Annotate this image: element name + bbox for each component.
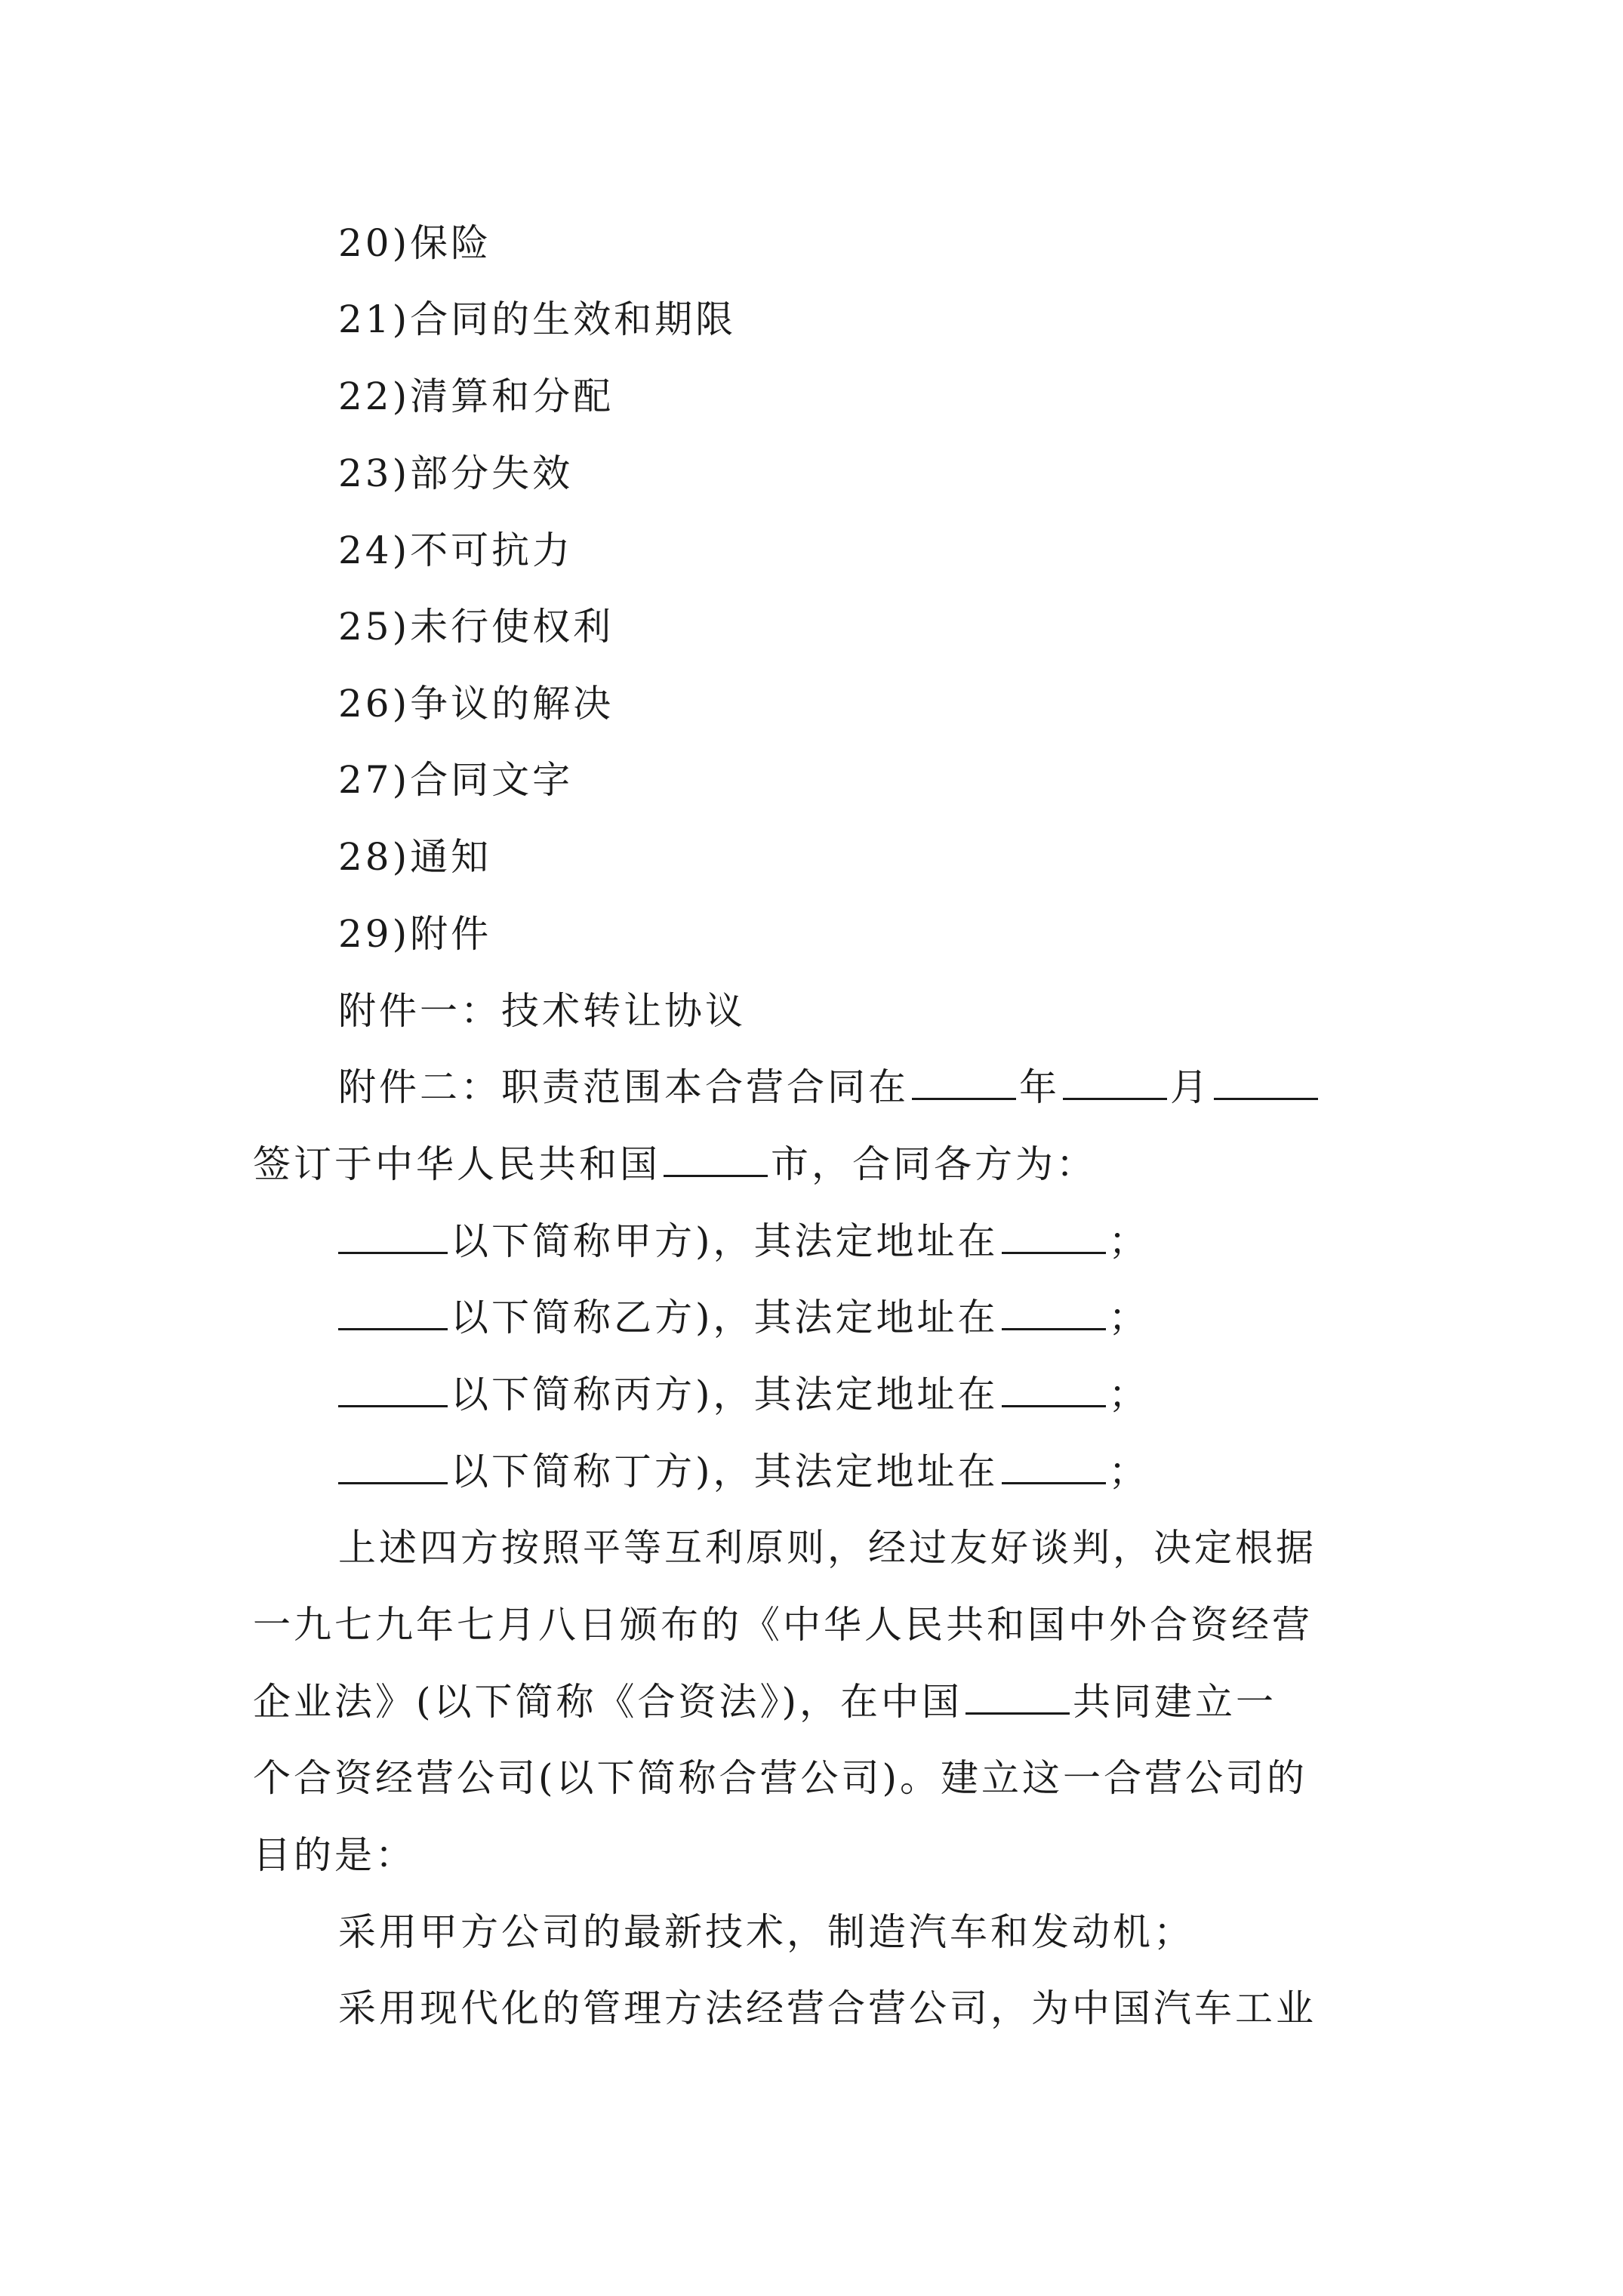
paragraph-text: 共同建立一 <box>1073 1680 1277 1724</box>
address-blank <box>1002 1295 1106 1330</box>
signed-line <box>253 1142 1097 1187</box>
paragraph-line: 目的是： <box>253 1833 416 1877</box>
appendix-two-line <box>338 1065 1321 1110</box>
party-line <box>338 1219 1150 1264</box>
address-blank <box>1002 1219 1106 1254</box>
party-name-blank <box>338 1449 448 1484</box>
list-item: 29)附件 <box>338 912 492 956</box>
month-blank <box>1063 1065 1167 1100</box>
party-name-blank <box>338 1372 448 1407</box>
party-end: ； <box>1108 1373 1150 1416</box>
signed-suffix: 市，合同各方为： <box>771 1142 1097 1186</box>
list-item: 21)合同的生效和期限 <box>338 297 737 341</box>
party-line <box>338 1449 1150 1494</box>
list-item: 24)不可抗力 <box>338 529 574 572</box>
party-name-blank <box>338 1295 448 1330</box>
month-label: 月 <box>1170 1065 1211 1109</box>
list-item: 28)通知 <box>338 835 492 879</box>
party-label: 以下简称丙方)，其法定地址在 <box>451 1373 999 1416</box>
list-item: 27)合同文字 <box>338 758 574 802</box>
paragraph-line: 上述四方按照平等互利原则，经过友好谈判，决定根据 <box>338 1526 1317 1570</box>
party-end: ； <box>1108 1219 1150 1263</box>
paragraph-line: 一九七九年七月八日颁布的《中华人民共和国中外合资经营 <box>253 1603 1313 1647</box>
purpose-line: 采用现代化的管理方法经营合营公司，为中国汽车工业 <box>338 1986 1317 2030</box>
address-blank <box>1002 1449 1106 1484</box>
list-item: 25)未行使权利 <box>338 605 614 649</box>
party-label: 以下简称乙方)，其法定地址在 <box>451 1296 999 1339</box>
party-name-blank <box>338 1219 448 1254</box>
paragraph-line: 个合资经营公司(以下简称合营公司)。建立这一合营公司的 <box>253 1756 1308 1800</box>
list-item: 22)清算和分配 <box>338 374 614 418</box>
party-end: ； <box>1108 1450 1150 1493</box>
party-label: 以下简称丁方)，其法定地址在 <box>451 1450 999 1493</box>
party-label: 以下简称甲方)，其法定地址在 <box>451 1219 999 1263</box>
list-item: 26)争议的解决 <box>338 682 614 726</box>
paragraph-line <box>253 1679 1277 1724</box>
day-blank <box>1214 1065 1318 1100</box>
year-blank <box>912 1065 1016 1100</box>
appendix-one-line: 附件一：技术转让协议 <box>338 989 746 1033</box>
paragraph-text: 企业法》(以下简称《合资法》)，在中国 <box>253 1680 963 1724</box>
city-blank <box>664 1142 768 1177</box>
appendix-two-text: 附件二：职责范围本合营合同在 <box>338 1065 909 1109</box>
party-line <box>338 1295 1150 1340</box>
purpose-line: 采用甲方公司的最新技术，制造汽车和发动机； <box>338 1910 1194 1954</box>
year-label: 年 <box>1019 1065 1060 1109</box>
location-blank <box>965 1679 1070 1715</box>
party-line <box>338 1372 1150 1417</box>
list-item: 23)部分失效 <box>338 451 574 495</box>
address-blank <box>1002 1372 1106 1407</box>
signed-prefix: 签订于中华人民共和国 <box>253 1142 661 1186</box>
list-item: 20)保险 <box>338 221 492 265</box>
party-end: ； <box>1108 1296 1150 1339</box>
